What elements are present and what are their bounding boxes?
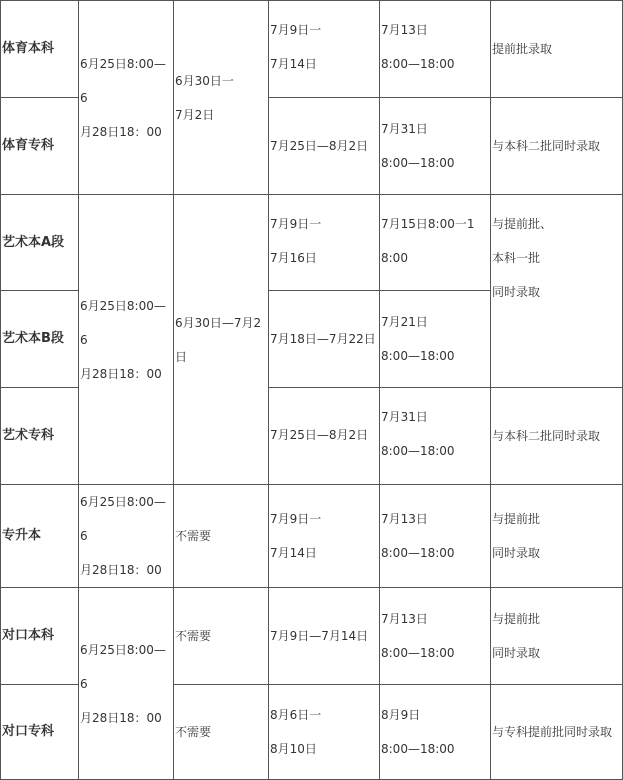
result-time-cell: 8月9日 8:00—18:00 [380,685,491,780]
table-row [1,588,623,685]
fill-time-cell: 7月9日—7月14日 [269,588,380,685]
confirm-time-cell: 不需要 [174,485,269,588]
fill-time-cell: 7月25日—8月2日 [269,388,380,485]
fill-time-cell: 7月25日—8月2日 [269,98,380,195]
admission-note-cell: 提前批录取 [491,1,623,98]
result-time-cell: 7月21日 8:00—18:00 [380,291,491,388]
admission-note-cell: 与提前批 同时录取 [491,588,623,685]
confirm-time-cell: 6月30日—7月2 日 [174,195,269,485]
apply-time-cell: 6月25日8:00—6 月28日18：00 [79,588,174,780]
table-row [1,195,623,291]
result-time-cell: 7月13日 8:00—18:00 [380,485,491,588]
category-cell: 对口专科 [1,685,79,780]
result-time-cell: 7月15日8:00一1 8:00 [380,195,491,291]
category-cell: 体育专科 [1,98,79,195]
category-cell: 艺术本A段 [1,195,79,291]
category-cell: 体育本科 [1,1,79,98]
fill-time-cell: 7月9日一 7月16日 [269,195,380,291]
result-time-cell: 7月13日 8:00—18:00 [380,588,491,685]
confirm-time-cell: 6月30日一 7月2日 [174,1,269,195]
fill-time-cell: 7月9日一 7月14日 [269,485,380,588]
category-cell: 艺术本B段 [1,291,79,388]
result-time-cell: 7月13日 8:00—18:00 [380,1,491,98]
apply-time-cell: 6月25日8:00—6 月28日18：00 [79,1,174,195]
category-cell: 专升本 [1,485,79,588]
apply-time-cell: 6月25日8:00—6 月28日18：00 [79,485,174,588]
fill-time-cell: 7月9日一 7月14日 [269,1,380,98]
table-row [1,485,623,588]
apply-time-cell: 6月25日8:00—6 月28日18：00 [79,195,174,485]
admission-note-cell: 与提前批 同时录取 [491,485,623,588]
confirm-time-cell: 不需要 [174,588,269,685]
result-time-cell: 7月31日 8:00—18:00 [380,98,491,195]
category-cell: 对口本科 [1,588,79,685]
result-time-cell: 7月31日 8:00—18:00 [380,388,491,485]
confirm-time-cell: 不需要 [174,685,269,780]
admission-note-cell: 与本科二批同时录取 [491,98,623,195]
admission-note-cell: 与提前批、 本科一批 同时录取 [491,195,623,388]
fill-time-cell: 8月6日一 8月10日 [269,685,380,780]
admission-note-cell: 与专科提前批同时录取 [491,685,623,780]
category-cell: 艺术专科 [1,388,79,485]
admission-note-cell: 与本科二批同时录取 [491,388,623,485]
table-row [1,1,623,98]
fill-time-cell: 7月18日—7月22日 [269,291,380,388]
